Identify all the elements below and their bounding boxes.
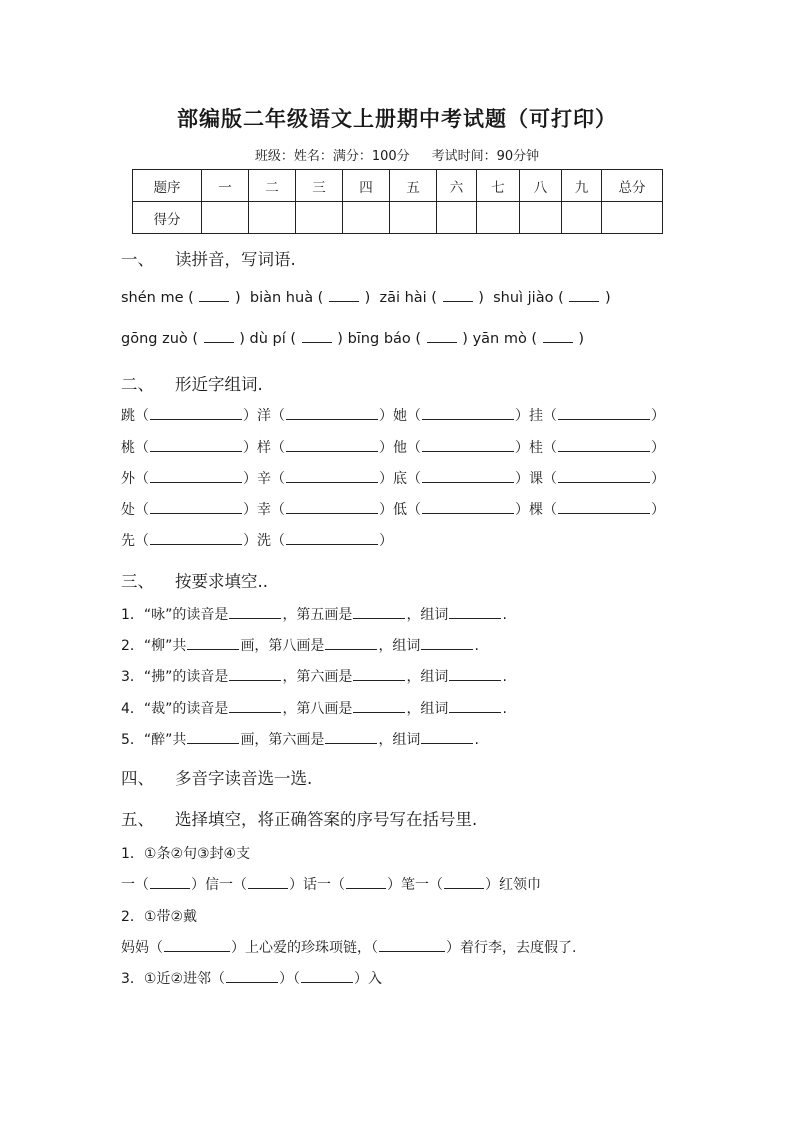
- answer-blank[interactable]: [325, 730, 377, 744]
- answer-blank[interactable]: [444, 875, 484, 889]
- section-1-heading: [121, 246, 296, 270]
- answer-blank[interactable]: [449, 667, 501, 681]
- section-number: 五、: [121, 810, 154, 829]
- char: 他: [393, 440, 407, 456]
- class-name-score: 班级：姓名：满分：100分: [254, 149, 410, 164]
- section-2-heading: [121, 371, 263, 395]
- answer-blank[interactable]: [558, 469, 650, 483]
- score-cell[interactable]: [520, 202, 562, 234]
- answer-blank[interactable]: [286, 531, 378, 545]
- answer-blank[interactable]: [427, 329, 457, 343]
- char: 课: [529, 471, 543, 487]
- char: 样: [257, 440, 271, 456]
- score-header-cell: 九: [562, 170, 602, 202]
- question-text: ，组词: [406, 607, 449, 623]
- exam-time: 考试时间：90分钟: [431, 149, 540, 164]
- score-cell[interactable]: [477, 202, 520, 234]
- section-title: 形近字组词.: [175, 375, 263, 394]
- answer-blank[interactable]: [150, 469, 242, 483]
- char: 她: [393, 408, 407, 424]
- score-header-cell: 七: [477, 170, 520, 202]
- answer-blank[interactable]: [301, 969, 353, 983]
- char: 外: [121, 471, 135, 487]
- answer-blank[interactable]: [558, 438, 650, 452]
- answer-blank[interactable]: [569, 288, 599, 302]
- char-row-2: 桃（ ）样（ ）他（ ）桂（ ）: [121, 440, 665, 456]
- pinyin-row-2: gōng zuò ( ) dù pí ( ) bīng báo ( ) yān mò ( ): [121, 331, 584, 347]
- choice-question-2-options: 2．①带②戴: [121, 909, 198, 925]
- question-number: 2．: [121, 638, 144, 654]
- char: 桃: [121, 440, 135, 456]
- question-text: 信一: [205, 877, 233, 893]
- char: 洋: [257, 408, 271, 424]
- question-text: 红领巾: [499, 877, 541, 893]
- score-cell[interactable]: [296, 202, 343, 234]
- answer-blank[interactable]: [302, 329, 332, 343]
- answer-blank[interactable]: [421, 636, 473, 650]
- section-number: 二、: [121, 375, 154, 394]
- question-text: 入: [368, 971, 383, 987]
- section-4-heading: [121, 765, 312, 789]
- question-text: 笔一: [401, 877, 429, 893]
- answer-blank[interactable]: [422, 438, 514, 452]
- char: 洗: [257, 533, 271, 549]
- score-cell[interactable]: [343, 202, 390, 234]
- char: 底: [393, 471, 407, 487]
- char: 低: [393, 502, 407, 518]
- char: 先: [121, 533, 135, 549]
- fill-question-2: 2．“柳”共 画，第八画是 ，组词 .: [121, 638, 479, 654]
- question-text: 上心爱的珍珠项链，: [245, 940, 371, 956]
- pinyin: shuì jiào: [493, 290, 554, 306]
- pinyin: yān mò: [472, 331, 527, 347]
- answer-blank[interactable]: [449, 699, 501, 713]
- answer-blank[interactable]: [150, 500, 242, 514]
- score-header-row: [133, 170, 663, 202]
- char: 幸: [257, 502, 271, 518]
- answer-blank[interactable]: [226, 969, 278, 983]
- char-row-3: 外（ ）辛（ ）底（ ）课（ ）: [121, 471, 665, 487]
- answer-blank[interactable]: [379, 938, 445, 952]
- answer-blank[interactable]: [422, 469, 514, 483]
- question-text: ，组词: [406, 669, 449, 685]
- answer-blank[interactable]: [353, 605, 405, 619]
- question-text: 妈妈: [121, 940, 149, 956]
- score-cell[interactable]: [390, 202, 437, 234]
- question-text: “拂”的读音是: [143, 669, 229, 685]
- question-text: “醉”共: [143, 732, 187, 748]
- question-number: 3．: [121, 669, 144, 685]
- score-header-cell: 五: [390, 170, 437, 202]
- fill-question-3: 3．“拂”的读音是 ，第六画是 ，组词 .: [121, 669, 507, 685]
- score-header-cell: 六: [437, 170, 477, 202]
- answer-blank[interactable]: [422, 406, 514, 420]
- exam-meta: [0, 145, 794, 164]
- question-text: 画，第八画是: [240, 638, 325, 654]
- question-number: 1．: [121, 607, 144, 623]
- question-text: “裁”的读音是: [143, 701, 229, 717]
- answer-blank[interactable]: [558, 406, 650, 420]
- answer-blank[interactable]: [187, 730, 239, 744]
- answer-blank[interactable]: [199, 288, 229, 302]
- question-text: ，组词: [378, 638, 421, 654]
- answer-blank[interactable]: [248, 875, 288, 889]
- question-text: 3．①近②进邻: [121, 971, 212, 987]
- answer-blank[interactable]: [204, 329, 234, 343]
- section-number: 四、: [121, 769, 154, 788]
- answer-blank[interactable]: [150, 531, 242, 545]
- answer-blank[interactable]: [286, 469, 378, 483]
- char: 辛: [257, 471, 271, 487]
- question-text: “咏”的读音是: [143, 607, 229, 623]
- answer-blank[interactable]: [353, 667, 405, 681]
- answer-blank[interactable]: [353, 699, 405, 713]
- answer-blank[interactable]: [443, 288, 473, 302]
- page-title: 部编版二年级语文上册期中考试题（可打印）: [177, 106, 617, 131]
- question-text: ，第六画是: [282, 669, 353, 685]
- question-text: 着行李，去度假了.: [460, 940, 577, 956]
- section-5-heading: [121, 806, 477, 830]
- score-cell[interactable]: [562, 202, 602, 234]
- question-text: “柳”共: [143, 638, 187, 654]
- answer-blank[interactable]: [346, 875, 386, 889]
- choice-question-3: 3．①近②进邻（ ）（ ）入: [121, 971, 383, 987]
- section-title: 读拼音，写词语.: [175, 250, 296, 269]
- char: 处: [121, 502, 135, 518]
- score-header-cell: 二: [249, 170, 296, 202]
- answer-blank[interactable]: [329, 288, 359, 302]
- answer-blank[interactable]: [150, 406, 242, 420]
- char: 棵: [529, 502, 543, 518]
- answer-blank[interactable]: [229, 667, 281, 681]
- pinyin: biàn huà: [249, 290, 314, 306]
- char: 挂: [529, 408, 543, 424]
- pinyin: zāi hài: [379, 290, 427, 306]
- question-number: 5．: [121, 732, 144, 748]
- fill-question-5: 5．“醉”共 画，第六画是 ，组词 .: [121, 732, 479, 748]
- score-header-cell: 题序: [133, 170, 202, 202]
- pinyin: gōng zuò: [121, 331, 188, 347]
- section-title: 多音字读音选一选.: [175, 769, 313, 788]
- score-header-cell: 八: [520, 170, 562, 202]
- score-table: [132, 169, 663, 234]
- answer-blank[interactable]: [421, 730, 473, 744]
- section-3-heading: [121, 568, 268, 592]
- score-row-label: 得分: [133, 202, 202, 234]
- answer-blank[interactable]: [286, 406, 378, 420]
- score-cell[interactable]: [437, 202, 477, 234]
- score-cell[interactable]: [249, 202, 296, 234]
- score-header-cell: 一: [202, 170, 249, 202]
- section-title: 按要求填空..: [175, 572, 268, 591]
- score-header-cell: 四: [343, 170, 390, 202]
- question-text: 话一: [303, 877, 331, 893]
- answer-blank[interactable]: [286, 500, 378, 514]
- score-cell[interactable]: [602, 202, 663, 234]
- pinyin: dù pí: [249, 331, 286, 347]
- answer-blank[interactable]: [422, 500, 514, 514]
- question-text: ，第五画是: [282, 607, 353, 623]
- answer-blank[interactable]: [449, 605, 501, 619]
- char-row-5: 先（ ）洗（ ）: [121, 533, 393, 549]
- section-title: 选择填空，将正确答案的序号写在括号里.: [175, 810, 478, 829]
- choice-question-1-options: 1．①条②句③封④支: [121, 846, 251, 862]
- pinyin-row-1: shén me ( ) biàn huà ( ) zāi hài ( ) shuì jiào ( ): [121, 290, 611, 306]
- answer-blank[interactable]: [325, 636, 377, 650]
- answer-blank[interactable]: [229, 699, 281, 713]
- choice-question-1-blanks: 一（ ）信一（ ）话一（ ）笔一（ ）红领巾: [121, 877, 541, 893]
- answer-blank[interactable]: [150, 875, 190, 889]
- char-row-4: 处（ ）幸（ ）低（ ）棵（ ）: [121, 502, 665, 518]
- fill-question-4: 4．“裁”的读音是 ，第八画是 ，组词 .: [121, 701, 507, 717]
- answer-blank[interactable]: [164, 938, 230, 952]
- question-text: ，第八画是: [282, 701, 353, 717]
- fill-question-1: 1．“咏”的读音是 ，第五画是 ，组词 .: [121, 607, 507, 623]
- score-header-cell: 总分: [602, 170, 663, 202]
- char: 桂: [529, 440, 543, 456]
- score-value-row: [133, 202, 663, 234]
- char-row-1: 跳（ ）洋（ ）她（ ）挂（ ）: [121, 408, 665, 424]
- answer-blank[interactable]: [150, 438, 242, 452]
- char: 跳: [121, 408, 135, 424]
- question-text: 一: [121, 877, 135, 893]
- answer-blank[interactable]: [558, 500, 650, 514]
- question-text: ，组词: [406, 701, 449, 717]
- answer-blank[interactable]: [187, 636, 239, 650]
- choice-question-2-blanks: 妈妈（ ）上心爱的珍珠项链，（ ）着行李，去度假了.: [121, 940, 577, 956]
- question-text: 画，第六画是: [240, 732, 325, 748]
- pinyin: bīng báo: [347, 331, 411, 347]
- question-number: 4．: [121, 701, 144, 717]
- answer-blank[interactable]: [286, 438, 378, 452]
- score-header-cell: 三: [296, 170, 343, 202]
- answer-blank[interactable]: [229, 605, 281, 619]
- section-number: 一、: [121, 250, 154, 269]
- score-cell[interactable]: [202, 202, 249, 234]
- section-number: 三、: [121, 572, 154, 591]
- question-text: ，组词: [378, 732, 421, 748]
- pinyin: shén me: [121, 290, 184, 306]
- answer-blank[interactable]: [543, 329, 573, 343]
